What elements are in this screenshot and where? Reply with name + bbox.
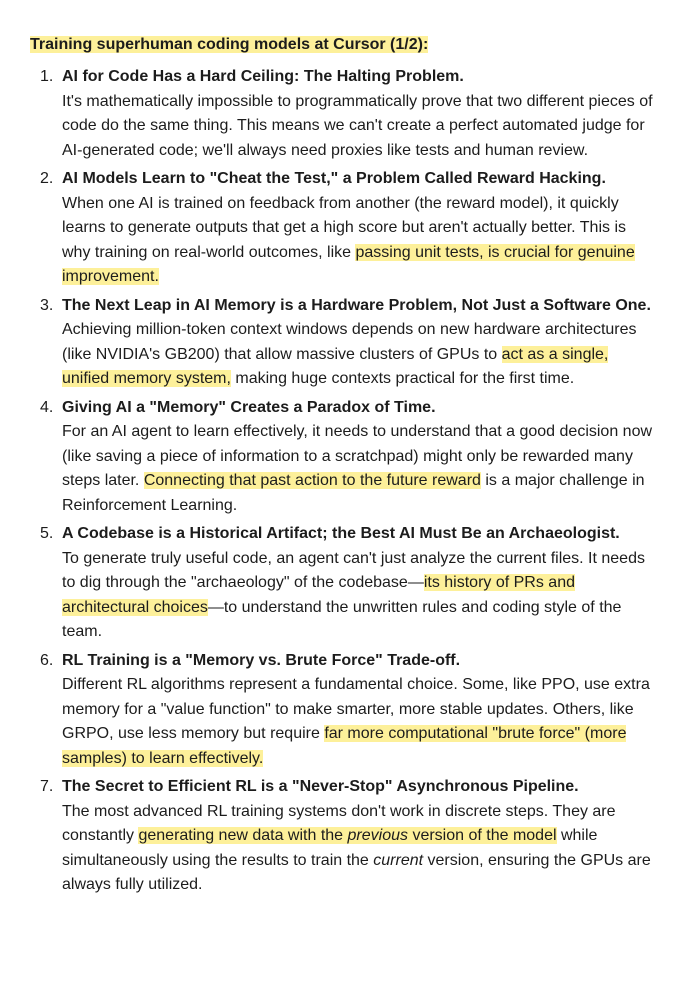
- list-item: [30, 65, 657, 163]
- list-item-number: 3.: [40, 296, 54, 314]
- body-text: It's mathematically impossible to programmatically prove that two different pieces of code do the same thing. This means we can't create a perfect automated judge for AI-generated code; we'll always need proxies like tests and human review.: [62, 92, 653, 159]
- highlighted-text: Connecting that past action to the future reward: [143, 472, 481, 489]
- list-item-body: [62, 800, 657, 898]
- highlighted-text: its history of PRs and architectural choices: [62, 574, 575, 616]
- list-item: [30, 396, 657, 519]
- body-text: while simultaneously using the results to train the: [62, 827, 598, 869]
- list-item-number: 4.: [40, 398, 54, 416]
- list-item-number: 6.: [40, 651, 54, 669]
- list-item-heading: AI Models Learn to "Cheat the Test," a Problem Called Reward Hacking.: [62, 170, 606, 187]
- highlighted-text: far more computational "brute force" (more samples) to learn effectively.: [62, 725, 627, 767]
- body-text: version, ensuring the GPUs are always fully utilized.: [62, 851, 651, 893]
- list-item-body: [62, 90, 657, 164]
- body-text: current: [373, 851, 424, 869]
- numbered-list: [30, 65, 657, 898]
- list-item-body: [62, 547, 657, 645]
- list-item-body: [62, 420, 657, 518]
- list-item-body: [62, 192, 657, 290]
- list-item-heading: The Next Leap in AI Memory is a Hardware Problem, Not Just a Software One.: [62, 296, 651, 314]
- list-item-heading: AI for Code Has a Hard Ceiling: The Halting Problem.: [62, 68, 464, 85]
- document-title: Training superhuman coding models at Cursor (1/2):: [30, 36, 429, 53]
- list-item-heading: A Codebase is a Historical Artifact; the Best AI Must Be an Archaeologist.: [62, 525, 620, 542]
- list-item-body: [62, 673, 657, 771]
- highlighted-text: act as a single, unified memory system,: [62, 345, 609, 387]
- highlighted-text: version of the model: [408, 827, 557, 844]
- body-text: For an AI agent to learn effectively, it needs to understand that a good decision now (like saving a piece of information to a scratchpad) might only be rewarded many steps later.: [62, 423, 653, 489]
- list-item-number: 1.: [40, 68, 54, 85]
- list-item-body: [62, 318, 657, 392]
- list-item: [30, 294, 657, 392]
- highlighted-text: passing unit tests, is crucial for genuine improvement.: [62, 243, 635, 285]
- highlighted-text: previous: [347, 827, 408, 844]
- body-text: is a major challenge in Reinforcement Learning.: [62, 472, 645, 514]
- list-item: [30, 649, 657, 772]
- body-text: Different RL algorithms represent a fundamental choice. Some, like PPO, use extra memory for a "value function" to make smarter, more stable updates. Others, like GRPO, use less memory but require: [62, 676, 650, 742]
- list-item-number: 2.: [40, 170, 54, 187]
- body-text: The most advanced RL training systems don't work in discrete steps. They are constantly: [62, 802, 616, 844]
- highlighted-text: generating new data with the: [138, 827, 348, 844]
- body-text: Achieving million-token context windows depends on new hardware architectures (like NVIDIA's GB200) that allow massive clusters of GPUs to: [62, 321, 637, 363]
- title-block: [30, 33, 657, 57]
- list-item: [30, 522, 657, 645]
- list-item: [30, 775, 657, 898]
- body-text: making huge contexts practical for the first time.: [230, 370, 575, 387]
- body-text: —to understand the unwritten rules and coding style of the team.: [62, 598, 622, 640]
- body-text: To generate truly useful code, an agent can't just analyze the current files. It needs to dig through the "archaeology" of the codebase—: [62, 549, 645, 591]
- body-text: When one AI is trained on feedback from another (the reward model), it quickly learns to generate outputs that get a high score but aren't actually better. This is why training on real-world outcomes, like: [62, 194, 626, 261]
- list-item-number: 7.: [40, 778, 54, 795]
- list-item: [30, 167, 657, 290]
- list-item-heading: Giving AI a "Memory" Creates a Paradox of Time.: [62, 398, 436, 416]
- list-item-heading: The Secret to Efficient RL is a "Never-Stop" Asynchronous Pipeline.: [62, 778, 579, 795]
- list-item-heading: RL Training is a "Memory vs. Brute Force" Trade-off.: [62, 651, 461, 669]
- list-item-number: 5.: [40, 525, 54, 542]
